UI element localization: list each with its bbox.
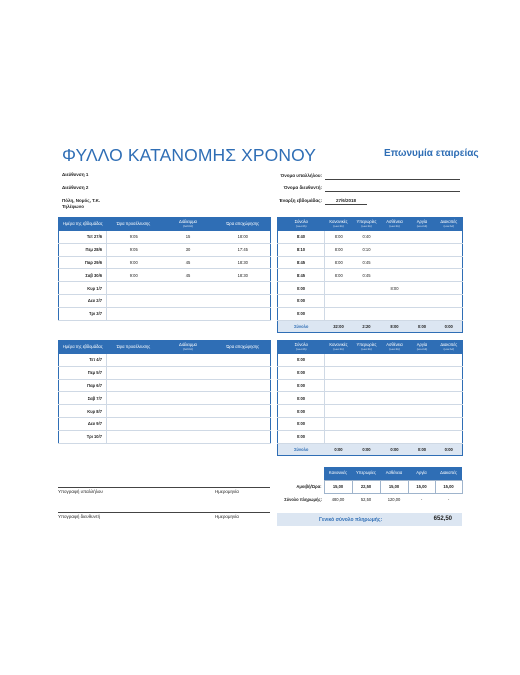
city-line[interactable]: Πόλη, Νομός, Τ.Κ.: [62, 198, 101, 203]
holiday-cell[interactable]: [409, 354, 436, 367]
day-cell: Σαβ 7/7: [59, 392, 107, 405]
employee-name-field[interactable]: [325, 179, 460, 180]
pay-total-cell: 120,00: [387, 497, 401, 503]
pay-total-cell: -: [420, 497, 423, 503]
total-vacation: 0:00: [436, 443, 463, 455]
table-row: [278, 366, 463, 379]
row-total-cell: 0:00: [278, 430, 325, 443]
pay-header: Αργία: [408, 467, 435, 480]
vacation-cell[interactable]: [436, 307, 463, 320]
table-row: [59, 307, 271, 320]
sick-cell[interactable]: [381, 405, 409, 418]
address-line-2[interactable]: Διεύθυνση 2: [62, 185, 89, 190]
sick-cell[interactable]: 8:00: [381, 282, 409, 295]
col-departure: Ώρα αποχώρησης: [216, 341, 271, 354]
employee-name-label: Όνομα υπαλλήλου:: [280, 173, 322, 178]
break-cell[interactable]: [161, 354, 216, 367]
table-row: [59, 231, 271, 244]
sick-cell[interactable]: [381, 379, 409, 392]
sick-cell[interactable]: [381, 243, 409, 256]
break-cell[interactable]: [161, 392, 216, 405]
day-cell: Κυρ 1/7: [59, 282, 107, 295]
date-label-1: Ημερομηνία: [215, 489, 239, 494]
break-cell[interactable]: [161, 282, 216, 295]
regular-cell[interactable]: [325, 405, 353, 418]
table-row: [278, 354, 463, 367]
day-cell: Σαβ 30/6: [59, 269, 107, 282]
table-row: [59, 430, 271, 443]
vacation-cell[interactable]: [436, 405, 463, 418]
total-sick: 0:00: [381, 443, 409, 455]
row-total-cell: 0:00: [278, 282, 325, 295]
arrival-cell[interactable]: [107, 354, 161, 367]
vacation-cell[interactable]: [436, 231, 463, 244]
regular-cell[interactable]: [325, 392, 353, 405]
departure-cell[interactable]: [216, 354, 271, 367]
regular-cell[interactable]: 8:00: [325, 269, 353, 282]
departure-cell[interactable]: [216, 405, 271, 418]
rate-cell[interactable]: 15,00: [324, 480, 352, 493]
holiday-cell[interactable]: [409, 366, 436, 379]
row-total-cell: 0:00: [278, 354, 325, 367]
day-cell: Τρι 3/7: [59, 307, 107, 320]
sick-cell[interactable]: [381, 256, 409, 269]
manager-name-field[interactable]: [325, 191, 460, 192]
overtime-cell[interactable]: 0:10: [353, 243, 381, 256]
day-cell: Πεμ 28/6: [59, 243, 107, 256]
regular-cell[interactable]: [325, 354, 353, 367]
vacation-cell[interactable]: [436, 430, 463, 443]
table-row: [59, 379, 271, 392]
holiday-cell[interactable]: [409, 243, 436, 256]
arrival-cell[interactable]: 9:00: [107, 269, 161, 282]
total-holiday: 0:00: [409, 443, 436, 455]
grand-total-bar: [277, 513, 462, 526]
overtime-cell[interactable]: [353, 307, 381, 320]
day-cell: Δευ 2/7: [59, 294, 107, 307]
table-row: [278, 392, 463, 405]
table-row: [59, 256, 271, 269]
vacation-cell[interactable]: [436, 269, 463, 282]
holiday-cell[interactable]: [409, 392, 436, 405]
departure-cell[interactable]: [216, 282, 271, 295]
break-cell[interactable]: 45: [161, 256, 216, 269]
holiday-cell[interactable]: [409, 256, 436, 269]
table-row: [59, 294, 271, 307]
sick-cell[interactable]: [381, 294, 409, 307]
total-overtime: 0:00: [353, 443, 381, 455]
date-label-2: Ημερομηνία: [215, 514, 239, 519]
rate-label: Αμοιβή/Ώρα:: [296, 484, 322, 489]
total-regular: 0:00: [325, 443, 353, 455]
rate-cell[interactable]: 15,00: [435, 480, 462, 493]
row-total-cell: 8:40: [278, 231, 325, 244]
break-cell[interactable]: 15: [161, 231, 216, 244]
totals-label: Σύνολο: [278, 320, 325, 332]
table-row: [278, 379, 463, 392]
overtime-cell[interactable]: [353, 392, 381, 405]
row-total-cell: 0:00: [278, 307, 325, 320]
table-row: [278, 417, 463, 430]
col-vacation: Διακοπές (ωω:λλ): [436, 341, 463, 354]
departure-cell[interactable]: [216, 379, 271, 392]
holiday-cell[interactable]: [409, 405, 436, 418]
arrival-cell[interactable]: [107, 392, 161, 405]
row-total-cell: 0:00: [278, 417, 325, 430]
vacation-cell[interactable]: [436, 354, 463, 367]
holiday-cell[interactable]: [409, 430, 436, 443]
total-holiday: 0:00: [409, 320, 436, 332]
holiday-cell[interactable]: [409, 294, 436, 307]
totals-label: Σύνολο: [278, 443, 325, 455]
table-row: [59, 282, 271, 295]
departure-cell[interactable]: [216, 392, 271, 405]
col-arrival: Ώρα προσέλευσης: [107, 341, 161, 354]
pay-header: Κανονικές: [324, 467, 352, 480]
regular-cell[interactable]: 8:00: [325, 231, 353, 244]
regular-cell[interactable]: 8:00: [325, 256, 353, 269]
departure-cell[interactable]: 18:30: [216, 269, 271, 282]
col-day: Ημέρα της εβδομάδας: [59, 341, 107, 354]
row-total-cell: 0:00: [278, 405, 325, 418]
arrival-cell[interactable]: [107, 307, 161, 320]
col-departure: Ώρα αποχώρησης: [216, 218, 271, 231]
vacation-cell[interactable]: [436, 379, 463, 392]
pay-total-cell: 480,00: [331, 497, 345, 503]
pay-total-cell: 52,50: [360, 497, 372, 503]
break-cell[interactable]: 30: [161, 243, 216, 256]
departure-cell[interactable]: 17:45: [216, 243, 271, 256]
regular-cell[interactable]: [325, 282, 353, 295]
day-cell: Παρ 6/7: [59, 379, 107, 392]
overtime-cell[interactable]: [353, 405, 381, 418]
table-row: [278, 430, 463, 443]
vacation-cell[interactable]: [436, 294, 463, 307]
week-start-field[interactable]: 27/6/2018: [325, 198, 367, 205]
pay-table: [277, 467, 463, 506]
holiday-cell[interactable]: [409, 269, 436, 282]
table-row: [59, 354, 271, 367]
page-title: ΦΥΛΛΟ ΚΑΤΑΝΟΜΗΣ ΧΡΟΝΟΥ: [62, 145, 317, 165]
overtime-cell[interactable]: [353, 417, 381, 430]
sick-cell[interactable]: [381, 354, 409, 367]
break-cell[interactable]: [161, 379, 216, 392]
table-row: [278, 307, 463, 320]
sick-cell[interactable]: [381, 417, 409, 430]
overtime-cell[interactable]: [353, 379, 381, 392]
total-regular: 32:00: [325, 320, 353, 332]
grand-total-label: Γενικό σύνολο πληρωμής:: [319, 516, 383, 523]
departure-cell[interactable]: 18:00: [216, 231, 271, 244]
week-start-label: Έναρξη εβδομάδας:: [278, 198, 322, 203]
day-cell: Δευ 9/7: [59, 417, 107, 430]
table-row: [278, 269, 463, 282]
col-sick: Ασθένεια (ωω:λλ): [381, 341, 409, 354]
regular-cell[interactable]: [325, 417, 353, 430]
day-cell: Πεμ 5/7: [59, 366, 107, 379]
vacation-cell[interactable]: [436, 243, 463, 256]
arrival-cell[interactable]: 9:05: [107, 231, 161, 244]
col-overtime: Υπερωρίες (ωω:λλ): [353, 218, 381, 231]
col-regular: Κανονικές (ωω:λλ): [325, 341, 353, 354]
day-cell: Κυρ 8/7: [59, 405, 107, 418]
vacation-cell[interactable]: [436, 417, 463, 430]
row-total-cell: 0:00: [278, 294, 325, 307]
sick-cell[interactable]: [381, 430, 409, 443]
manager-name-label: Όνομα διευθυντή:: [283, 185, 322, 190]
table-row: [278, 282, 463, 295]
day-cell: Τρι 10/7: [59, 430, 107, 443]
departure-cell[interactable]: [216, 417, 271, 430]
overtime-cell[interactable]: 0:45: [353, 269, 381, 282]
table-row: [59, 392, 271, 405]
col-holiday: Αργία (ωω:λλ): [409, 341, 436, 354]
sick-cell[interactable]: [381, 307, 409, 320]
grand-total-value: 652,50: [433, 516, 452, 522]
table-row: [59, 417, 271, 430]
week1-summary-table: [277, 217, 463, 333]
sick-cell[interactable]: [381, 269, 409, 282]
sick-cell[interactable]: [381, 231, 409, 244]
break-cell[interactable]: [161, 294, 216, 307]
break-cell[interactable]: [161, 405, 216, 418]
vacation-cell[interactable]: [436, 256, 463, 269]
rate-cell[interactable]: 22,50: [352, 480, 380, 493]
overtime-cell[interactable]: 0:45: [353, 256, 381, 269]
vacation-cell[interactable]: [436, 282, 463, 295]
arrival-cell[interactable]: 9:00: [107, 256, 161, 269]
arrival-cell[interactable]: [107, 417, 161, 430]
col-total: Σύνολο (ωω:λλ): [278, 341, 325, 354]
arrival-cell[interactable]: [107, 405, 161, 418]
overtime-cell[interactable]: [353, 366, 381, 379]
overtime-cell[interactable]: [353, 282, 381, 295]
employee-signature-label: Υπογραφή υπαλλήλου: [58, 489, 103, 494]
row-total-cell: 8:45: [278, 269, 325, 282]
phone-line[interactable]: Τηλέφωνο: [62, 204, 84, 209]
arrival-cell[interactable]: [107, 282, 161, 295]
departure-cell[interactable]: [216, 366, 271, 379]
regular-cell[interactable]: [325, 430, 353, 443]
overtime-cell[interactable]: 0:40: [353, 231, 381, 244]
pay-header: Υπερωρίες: [352, 467, 380, 480]
total-vacation: 0:00: [436, 320, 463, 332]
rate-cell[interactable]: 15,00: [380, 480, 408, 493]
arrival-cell[interactable]: [107, 366, 161, 379]
table-row: [59, 269, 271, 282]
arrival-cell[interactable]: [107, 294, 161, 307]
week2-time-table: [58, 340, 271, 444]
holiday-cell[interactable]: [409, 231, 436, 244]
manager-signature-label: Υπογραφή διευθυντή: [58, 514, 101, 519]
total-overtime: 2:20: [353, 320, 381, 332]
departure-cell[interactable]: [216, 430, 271, 443]
regular-cell[interactable]: [325, 379, 353, 392]
row-total-cell: 0:00: [278, 366, 325, 379]
row-total-cell: 0:00: [278, 392, 325, 405]
week2-summary-table: [277, 340, 463, 456]
table-row: [278, 231, 463, 244]
break-cell[interactable]: [161, 417, 216, 430]
table-row: [278, 294, 463, 307]
arrival-cell[interactable]: 9:05: [107, 243, 161, 256]
table-row: [278, 405, 463, 418]
regular-cell[interactable]: [325, 294, 353, 307]
break-cell[interactable]: [161, 307, 216, 320]
vacation-cell[interactable]: [436, 366, 463, 379]
table-row: [278, 243, 463, 256]
company-name[interactable]: Επωνυμία εταιρείας: [384, 148, 479, 159]
overtime-cell[interactable]: [353, 294, 381, 307]
row-total-cell: 0:00: [278, 379, 325, 392]
arrival-cell[interactable]: [107, 379, 161, 392]
pay-total-label: Σύνολο πληρωμής:: [284, 497, 322, 502]
pay-header: Ασθένεια: [380, 467, 408, 480]
manager-signature-line[interactable]: [58, 512, 270, 513]
departure-cell[interactable]: [216, 307, 271, 320]
employee-signature-line[interactable]: [58, 487, 270, 488]
table-row: [278, 256, 463, 269]
week1-time-table: [58, 217, 271, 321]
day-cell: Τετ 4/7: [59, 354, 107, 367]
regular-cell[interactable]: 8:00: [325, 243, 353, 256]
week1-totals-row: [278, 320, 463, 332]
sick-cell[interactable]: [381, 392, 409, 405]
col-overtime: Υπερωρίες (ωω:λλ): [353, 341, 381, 354]
rate-cell[interactable]: 15,00: [408, 480, 435, 493]
overtime-cell[interactable]: [353, 354, 381, 367]
break-cell[interactable]: 45: [161, 269, 216, 282]
address-line-1[interactable]: Διεύθυνση 1: [62, 172, 89, 177]
col-vacation: Διακοπές (ωω:λλ): [436, 218, 463, 231]
col-arrival: Ώρα προσέλευσης: [107, 218, 161, 231]
regular-cell[interactable]: [325, 366, 353, 379]
col-day: Ημέρα της εβδομάδας: [59, 218, 107, 231]
table-row: [59, 243, 271, 256]
regular-cell[interactable]: [325, 307, 353, 320]
day-cell: Τετ 27/6: [59, 231, 107, 244]
holiday-cell[interactable]: [409, 282, 436, 295]
col-break: Διάλειμμα (λεπτά): [161, 341, 216, 354]
day-cell: Παρ 29/6: [59, 256, 107, 269]
departure-cell[interactable]: [216, 294, 271, 307]
row-total-cell: 8:45: [278, 256, 325, 269]
row-total-cell: 8:10: [278, 243, 325, 256]
pay-header: Διακοπές: [435, 467, 462, 480]
sick-cell[interactable]: [381, 366, 409, 379]
overtime-cell[interactable]: [353, 430, 381, 443]
holiday-cell[interactable]: [409, 307, 436, 320]
col-holiday: Αργία (ωω:λλ): [409, 218, 436, 231]
holiday-cell[interactable]: [409, 379, 436, 392]
break-cell[interactable]: [161, 366, 216, 379]
arrival-cell[interactable]: [107, 430, 161, 443]
total-sick: 8:00: [381, 320, 409, 332]
departure-cell[interactable]: 18:30: [216, 256, 271, 269]
table-row: [59, 366, 271, 379]
col-break: Διάλειμμα (λεπτά): [161, 218, 216, 231]
col-regular: Κανονικές (ωω:λλ): [325, 218, 353, 231]
col-total: Σύνολο (ωω:λλ): [278, 218, 325, 231]
holiday-cell[interactable]: [409, 417, 436, 430]
table-row: [59, 405, 271, 418]
pay-total-cell: -: [447, 497, 450, 503]
col-sick: Ασθένεια (ωω:λλ): [381, 218, 409, 231]
week2-totals-row: [278, 443, 463, 455]
vacation-cell[interactable]: [436, 392, 463, 405]
break-cell[interactable]: [161, 430, 216, 443]
